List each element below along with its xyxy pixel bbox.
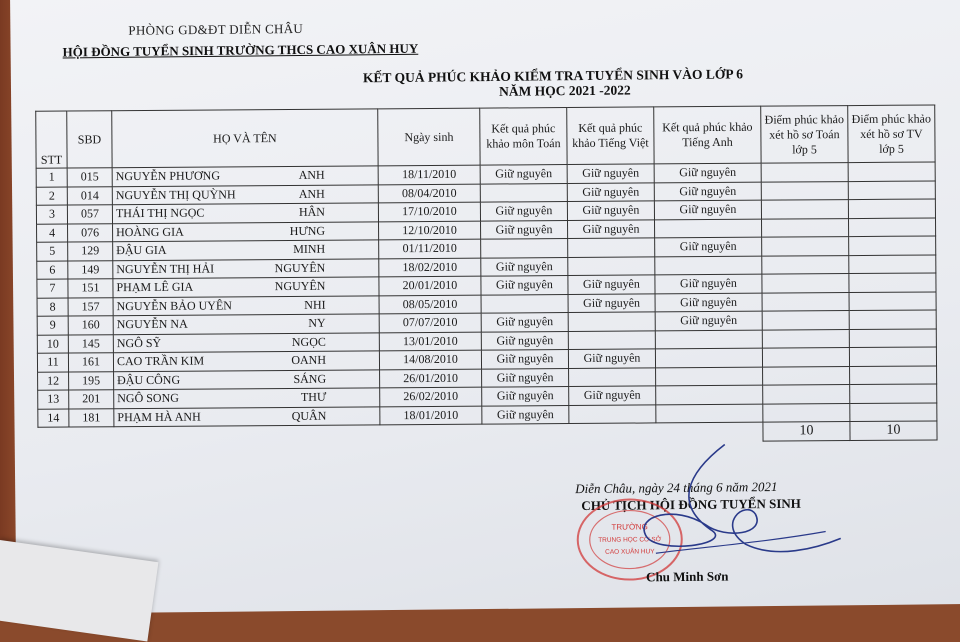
first-name: SÁNG [293,371,327,386]
cell-dob: 08/05/2010 [379,295,481,314]
cell-record-math [763,385,850,404]
cell-viet: Giữ nguyên [567,219,654,238]
cell-dob: 12/10/2010 [379,221,481,240]
cell-stt: 5 [37,242,68,261]
cell-eng: Giữ nguyên [655,293,762,312]
cell-record-math [762,311,849,330]
col-header-math: Kết quả phúc khảo môn Toán [480,108,567,166]
surname-given: NGUYỄN THỊ HẢI [116,261,215,276]
cell-record-math [762,255,849,274]
cell-record-tv [850,365,937,384]
cell-name [114,406,380,426]
cell-math: Giữ nguyên [481,350,568,369]
cell-sbd: 201 [69,390,114,409]
cell-viet [568,238,655,257]
cell-dob: 17/10/2010 [378,202,480,221]
cell-record-math [763,403,850,422]
cell-sbd: 181 [69,408,114,427]
cell-eng [656,385,763,404]
cell-viet: Giữ nguyên [567,164,654,183]
surname-given: THÁI THỊ NGỌC [115,205,205,221]
cell-dob: 18/01/2010 [380,406,482,425]
cell-record-tv [849,236,936,255]
cell-math: Giữ nguyên [480,202,567,221]
cell-sbd: 151 [68,279,113,298]
chair-title: CHỦ TỊCH HỘI ĐỒNG TUYỂN SINH [581,495,801,514]
cell-dob: 26/02/2010 [380,387,482,406]
cell-record-tv [848,162,935,181]
cell-record-tv [848,199,935,218]
table-header-row [36,105,935,168]
cell-record-math [761,200,848,219]
cell-math: Giữ nguyên [482,405,569,424]
cell-stt: 9 [37,316,68,335]
cell-eng: Giữ nguyên [655,237,762,256]
cell-math [480,183,567,202]
cell-stt: 7 [37,279,68,298]
cell-eng [655,256,762,275]
cell-record-math [762,274,849,293]
cell-record-math [761,218,848,237]
cell-eng [654,219,761,238]
department-name: PHÒNG GD&ĐT DIỄN CHÂU [128,20,304,38]
surname-given: NGUYỄN THỊ QUỲNH [115,187,236,202]
cell-name [114,369,380,389]
cell-record-math [761,163,848,182]
cell-eng: Giữ nguyên [655,274,762,293]
cell-sbd: 161 [68,353,113,372]
cell-dob: 20/01/2010 [379,276,481,295]
cell-stt: 4 [37,224,68,243]
cell-stt: 10 [37,335,68,354]
cell-sbd: 129 [68,242,113,261]
surname-given: NGUYỄN PHƯƠNG [115,168,221,184]
cell-sbd: 157 [68,297,113,316]
cell-eng [655,330,762,349]
surname-given: ĐẬU GIA [116,243,167,258]
cell-stt: 6 [37,261,68,280]
cell-dob: 07/07/2010 [379,313,481,332]
col-header-record-math: Điểm phúc khảo xét hồ sơ Toán lớp 5 [761,106,848,164]
cell-viet [569,404,656,423]
surname-given: PHẠM LÊ GIA [116,279,194,295]
cell-record-tv [848,180,935,199]
cell-record-tv [849,273,936,292]
cell-record-tv [849,328,936,347]
cell-stt: 11 [37,353,68,372]
surname-given: HOÀNG GIA [116,224,184,239]
cell-dob: 18/11/2010 [378,165,480,184]
cell-name [114,388,380,408]
cell-name [112,166,378,186]
cell-dob: 14/08/2010 [379,350,481,369]
col-header-dob: Ngày sinh [378,108,480,166]
cell-dob: 26/01/2010 [380,369,482,388]
first-name: OANH [291,352,327,368]
cell-stt: 8 [37,298,68,317]
place-date: Diễn Châu, ngày 24 tháng 6 năm 2021 [575,478,778,497]
cell-viet: Giữ nguyên [568,275,655,294]
cell-name [113,351,379,371]
cell-math: Giữ nguyên [481,313,568,332]
surname-given: PHẠM HÀ ANH [117,409,201,424]
cell-eng: Giữ nguyên [655,311,762,330]
surname-given: ĐẬU CÔNG [117,372,181,387]
cell-eng [656,367,763,386]
cell-math: Giữ nguyên [482,368,569,387]
total-record-tv: 10 [850,421,937,440]
first-name: NHI [304,297,326,312]
cell-record-tv [849,310,936,329]
council-name: HỘI ĐỒNG TUYỂN SINH TRƯỜNG THCS CAO XUÂN HUY [62,40,419,60]
cell-math: Giữ nguyên [481,220,568,239]
total-record-math: 10 [763,422,850,441]
cell-name [113,332,379,352]
cell-viet [568,312,655,331]
cell-record-tv [850,384,937,403]
cell-dob: 01/11/2010 [379,239,481,258]
col-header-viet: Kết quả phúc khảo Tiếng Việt [567,107,654,165]
cell-sbd: 149 [68,260,113,279]
first-name: NGUYÊN [274,278,326,294]
cell-dob: 18/02/2010 [379,258,481,277]
cell-record-tv [848,217,935,236]
signature [615,433,846,575]
cell-record-math [762,348,849,367]
cell-record-math [761,181,848,200]
cell-viet: Giữ nguyên [567,182,654,201]
cell-sbd: 145 [68,334,113,353]
cell-math: Giữ nguyên [480,165,567,184]
cell-viet [569,367,656,386]
col-header-stt: STT [36,111,67,168]
cell-name [113,240,379,260]
cell-math: Giữ nguyên [481,276,568,295]
cell-viet: Giữ nguyên [568,293,655,312]
first-name: HÂN [298,204,325,220]
cell-viet: Giữ nguyên [569,386,656,405]
surname-given: NGUYỄN BẢO UYÊN [116,298,232,313]
cell-stt: 1 [36,168,67,187]
results-table [35,104,937,446]
cell-sbd: 015 [67,168,112,187]
col-header-eng: Kết quả phúc khảo Tiếng Anh [654,106,761,164]
cell-sbd: 195 [69,371,114,390]
cell-stt: 2 [36,187,67,206]
cell-viet: Giữ nguyên [568,349,655,368]
first-name: NY [308,315,326,331]
first-name: ANH [298,167,325,183]
cell-name [112,184,378,204]
first-name: THƯ [300,389,327,405]
cell-sbd: 160 [68,316,113,335]
stamp-line-1: TRƯỜNG [611,522,648,532]
cell-name [113,221,379,241]
cell-stt: 3 [36,205,67,224]
col-header-name: HỌ VÀ TÊN [112,109,378,168]
cell-name [113,295,379,315]
cell-name [113,258,379,278]
stamp-line-3: CAO XUÂN HUY [605,548,655,556]
first-name: NGUYÊN [274,260,326,275]
stamp-line-2: TRUNG HỌC CƠ SỞ [598,536,662,544]
cell-dob: 13/01/2010 [379,332,481,351]
cell-math: Giữ nguyên [481,257,568,276]
cell-record-tv [849,347,936,366]
cell-name [113,277,379,297]
document-title: KẾT QUẢ PHÚC KHẢO KIỂM TRA TUYỂN SINH VÀO LỚP 6 [362,66,744,86]
cell-stt: 13 [38,390,69,409]
cell-stt: 12 [38,372,69,391]
cell-sbd: 076 [68,223,113,242]
cell-name [112,203,378,223]
signer-name: Chu Minh Sơn [646,568,729,585]
cell-record-math [762,292,849,311]
first-name: QUÂN [291,408,327,423]
cell-viet [568,256,655,275]
surname-given: NGÔ SONG [117,390,179,406]
col-header-record-tv: Điểm phúc khảo xét hồ sơ TV lớp 5 [848,105,935,163]
surname-given: NGÔ SỸ [116,335,162,350]
cell-record-tv [850,402,937,421]
cell-record-math [762,237,849,256]
cell-viet: Giữ nguyên [567,201,654,220]
cell-eng: Giữ nguyên [654,182,761,201]
cell-name [113,314,379,334]
cell-math [481,294,568,313]
cell-math: Giữ nguyên [481,331,568,350]
cell-record-tv [849,254,936,273]
cell-eng [656,404,763,423]
cell-record-tv [849,291,936,310]
school-year: NĂM HỌC 2021 -2022 [498,82,631,99]
surname-given: CAO TRẦN KIM [116,353,205,369]
col-header-sbd: SBD [67,111,112,168]
surname-given: NGUYỄN NA [116,316,188,332]
cell-sbd: 057 [67,205,112,224]
first-name: HƯNG [289,223,326,238]
cell-eng: Giữ nguyên [654,163,761,182]
cell-eng: Giữ nguyên [654,200,761,219]
cell-record-math [762,329,849,348]
cell-record-math [763,366,850,385]
cell-math: Giữ nguyên [482,387,569,406]
first-name: ANH [298,186,325,201]
cell-sbd: 014 [67,186,112,205]
cell-dob: 08/04/2010 [378,184,480,203]
first-name: MINH [293,241,326,257]
cell-stt: 14 [38,409,69,428]
cell-math [481,239,568,258]
first-name: NGỌC [291,334,326,349]
document-sheet [10,0,960,614]
cell-viet [568,330,655,349]
cell-eng [655,348,762,367]
